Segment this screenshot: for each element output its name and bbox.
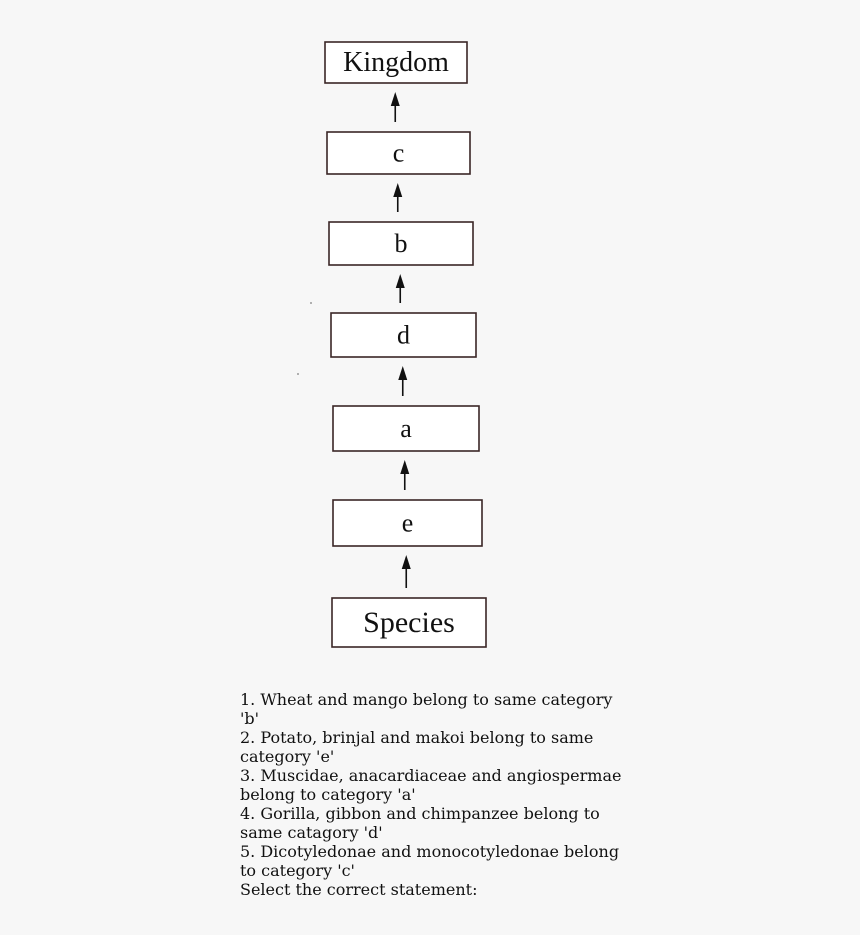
level-label-kingdom: Kingdom (343, 47, 449, 78)
up-arrow-icon (400, 460, 409, 490)
level-box-d (331, 313, 476, 357)
level-label-species: Species (363, 606, 455, 639)
level-box-e (333, 500, 482, 546)
statement-5: 5. Dicotyledonae and monocotyledonae belong to category 'c' (240, 842, 620, 880)
level-box-kingdom (325, 42, 467, 83)
arrow-head (393, 183, 402, 197)
question-prompt: Select the correct statement: (240, 880, 478, 899)
speck-dot (310, 302, 312, 304)
level-label-b: b (394, 229, 408, 258)
arrow-head (391, 92, 400, 106)
level-label-e: e (401, 508, 414, 538)
up-arrow-icon (402, 555, 411, 588)
level-box-species (332, 598, 486, 647)
statement-4: 4. Gorilla, gibbon and chimpanzee belong to same catagory 'd' (240, 804, 600, 842)
level-box-b (329, 222, 473, 265)
statements-list (240, 690, 630, 899)
up-arrow-icon (393, 183, 402, 212)
level-label-a: a (400, 414, 412, 443)
statement-3: 3. Muscidae, anacardiaceae and angiospermae belong to category 'a' (240, 766, 622, 804)
level-box-a (333, 406, 479, 451)
up-arrow-icon (391, 92, 400, 122)
arrow-head (400, 460, 409, 474)
arrow-head (396, 274, 405, 288)
up-arrow-icon (398, 366, 407, 396)
level-label-d: d (397, 320, 410, 350)
level-box-c (327, 132, 470, 174)
statement-2: 2. Potato, brinjal and makoi belong to same category 'e' (240, 728, 594, 766)
level-label-c: c (392, 138, 405, 168)
up-arrow-icon (396, 274, 405, 303)
speck-dot (297, 373, 299, 375)
arrow-head (402, 555, 411, 569)
arrow-head (398, 366, 407, 380)
statement-1: 1. Wheat and mango belong to same category 'b' (240, 690, 613, 728)
